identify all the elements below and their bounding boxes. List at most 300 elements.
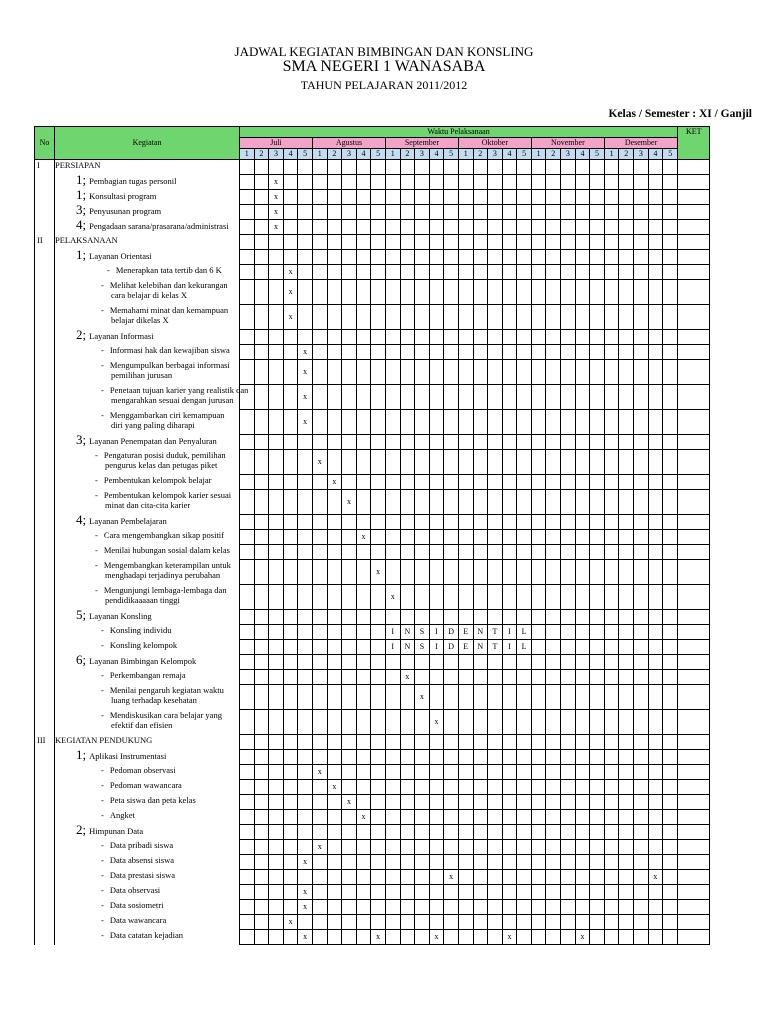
schedule-cell xyxy=(473,220,488,235)
schedule-cell xyxy=(342,265,357,280)
ket-cell xyxy=(678,545,710,560)
schedule-cell xyxy=(473,710,488,735)
schedule-cell xyxy=(561,265,576,280)
schedule-cell xyxy=(648,190,663,205)
insidentil-letter: I xyxy=(429,640,444,655)
schedule-cell xyxy=(590,885,605,900)
schedule-cell xyxy=(254,710,269,735)
schedule-cell xyxy=(663,235,678,250)
schedule-cell xyxy=(269,530,284,545)
schedule-cell xyxy=(561,205,576,220)
activity-label: Mengumpulkan berbagai informasi xyxy=(109,359,230,370)
schedule-mark: x xyxy=(400,670,415,685)
activity-label: Data sosiometri xyxy=(109,899,164,910)
schedule-cell xyxy=(634,735,649,750)
schedule-cell xyxy=(575,305,590,330)
schedule-cell xyxy=(327,410,342,435)
schedule-cell xyxy=(488,475,503,490)
schedule-cell xyxy=(546,545,561,560)
schedule-cell xyxy=(561,560,576,585)
ket-cell xyxy=(678,735,710,750)
schedule-cell xyxy=(648,475,663,490)
schedule-cell xyxy=(663,360,678,385)
schedule-cell xyxy=(590,235,605,250)
schedule-cell xyxy=(531,900,546,915)
row-number xyxy=(35,385,55,410)
activity-label-line2: pendidikaaaaan tinggi xyxy=(105,594,180,605)
schedule-cell xyxy=(400,810,415,825)
schedule-cell xyxy=(342,560,357,585)
schedule-cell xyxy=(415,560,430,585)
schedule-cell xyxy=(356,220,371,235)
schedule-cell xyxy=(283,780,298,795)
schedule-cell xyxy=(356,885,371,900)
item-dash: - xyxy=(101,344,104,355)
schedule-cell xyxy=(517,330,532,345)
schedule-cell xyxy=(312,305,327,330)
schedule-cell xyxy=(561,585,576,610)
schedule-cell xyxy=(648,515,663,530)
ket-cell xyxy=(678,205,710,220)
schedule-cell xyxy=(517,280,532,305)
activity-cell xyxy=(55,410,240,435)
schedule-cell xyxy=(385,855,400,870)
schedule-cell xyxy=(561,250,576,265)
schedule-cell xyxy=(429,190,444,205)
schedule-cell xyxy=(283,530,298,545)
schedule-cell xyxy=(531,190,546,205)
schedule-cell xyxy=(356,265,371,280)
schedule-cell xyxy=(502,330,517,345)
schedule-cell xyxy=(254,345,269,360)
schedule-cell xyxy=(575,560,590,585)
schedule-cell xyxy=(400,360,415,385)
schedule-cell xyxy=(546,585,561,610)
table-row xyxy=(35,655,710,670)
schedule-cell xyxy=(619,250,634,265)
schedule-cell xyxy=(356,780,371,795)
schedule-cell xyxy=(269,915,284,930)
schedule-cell xyxy=(473,410,488,435)
schedule-cell xyxy=(663,450,678,475)
schedule-cell xyxy=(327,330,342,345)
schedule-cell xyxy=(619,685,634,710)
week-header: 2 xyxy=(473,149,488,160)
schedule-cell xyxy=(385,235,400,250)
activity-label: Informasi hak dan kewajiban siswa xyxy=(109,344,230,355)
schedule-cell xyxy=(458,655,473,670)
schedule-cell xyxy=(517,885,532,900)
schedule-mark: x xyxy=(283,280,298,305)
schedule-cell xyxy=(517,475,532,490)
schedule-cell xyxy=(488,385,503,410)
activity-cell xyxy=(55,490,240,515)
schedule-cell xyxy=(254,205,269,220)
schedule-cell xyxy=(400,490,415,515)
schedule-cell xyxy=(473,305,488,330)
schedule-cell xyxy=(327,750,342,765)
schedule-cell xyxy=(444,235,459,250)
schedule-cell xyxy=(371,360,386,385)
schedule-cell xyxy=(604,685,619,710)
schedule-table xyxy=(34,126,710,945)
schedule-cell xyxy=(429,610,444,625)
schedule-cell xyxy=(634,870,649,885)
row-number xyxy=(35,870,55,885)
activity-cell xyxy=(55,780,240,795)
schedule-cell xyxy=(240,305,255,330)
schedule-cell xyxy=(444,530,459,545)
schedule-cell xyxy=(458,410,473,435)
activity-label: Mengunjungi lembaga-lembaga dan xyxy=(103,584,227,595)
item-dash: - xyxy=(107,264,110,275)
item-number: 4; xyxy=(76,511,87,527)
schedule-cell xyxy=(342,250,357,265)
schedule-cell xyxy=(400,900,415,915)
schedule-cell xyxy=(400,765,415,780)
schedule-cell xyxy=(240,885,255,900)
schedule-cell xyxy=(254,330,269,345)
schedule-cell xyxy=(371,750,386,765)
schedule-cell xyxy=(488,840,503,855)
schedule-cell xyxy=(342,385,357,410)
schedule-cell xyxy=(575,670,590,685)
schedule-cell xyxy=(269,305,284,330)
schedule-cell xyxy=(575,685,590,710)
schedule-cell xyxy=(473,780,488,795)
schedule-cell xyxy=(312,515,327,530)
schedule-cell xyxy=(648,330,663,345)
schedule-cell xyxy=(298,330,313,345)
schedule-cell xyxy=(283,825,298,840)
schedule-cell xyxy=(444,560,459,585)
activity-label: Layanan Orientasi xyxy=(89,250,152,261)
ket-cell xyxy=(678,265,710,280)
activity-label: Data prestasi siswa xyxy=(109,869,175,880)
schedule-cell xyxy=(371,855,386,870)
schedule-cell xyxy=(327,825,342,840)
insidentil-letter: T xyxy=(488,640,503,655)
activity-cell xyxy=(55,821,240,840)
activity-cell xyxy=(55,795,240,810)
schedule-cell xyxy=(342,685,357,710)
schedule-cell xyxy=(634,640,649,655)
schedule-cell xyxy=(269,560,284,585)
schedule-cell xyxy=(488,610,503,625)
schedule-cell xyxy=(575,765,590,780)
schedule-mark: x xyxy=(283,265,298,280)
week-header: 3 xyxy=(634,149,649,160)
schedule-cell xyxy=(502,410,517,435)
activity-label: Cara mengembangkan sikap positif xyxy=(103,529,224,540)
schedule-cell xyxy=(356,250,371,265)
schedule-cell xyxy=(561,160,576,175)
table-row xyxy=(35,280,710,305)
schedule-cell xyxy=(531,515,546,530)
schedule-cell xyxy=(648,450,663,475)
schedule-cell xyxy=(254,360,269,385)
schedule-cell xyxy=(619,610,634,625)
schedule-cell xyxy=(517,515,532,530)
row-number: I xyxy=(35,160,55,175)
schedule-cell xyxy=(663,220,678,235)
schedule-cell xyxy=(663,640,678,655)
schedule-cell xyxy=(415,220,430,235)
schedule-cell xyxy=(415,450,430,475)
schedule-cell xyxy=(269,750,284,765)
activity-cell xyxy=(55,560,240,585)
schedule-cell xyxy=(473,205,488,220)
activity-label-line2: cara belajar di kelas X xyxy=(111,289,187,300)
schedule-cell xyxy=(648,530,663,545)
ket-cell xyxy=(678,330,710,345)
schedule-cell xyxy=(648,545,663,560)
schedule-cell xyxy=(634,765,649,780)
schedule-cell xyxy=(356,205,371,220)
schedule-cell xyxy=(619,855,634,870)
schedule-cell xyxy=(356,825,371,840)
schedule-cell xyxy=(240,545,255,560)
schedule-cell xyxy=(240,330,255,345)
schedule-cell xyxy=(327,930,342,945)
schedule-cell xyxy=(458,855,473,870)
activity-label: Data wawancara xyxy=(109,914,167,925)
schedule-cell xyxy=(240,435,255,450)
schedule-cell xyxy=(575,915,590,930)
item-number: 1; xyxy=(76,246,87,262)
schedule-cell xyxy=(619,490,634,515)
ket-cell xyxy=(678,655,710,670)
schedule-cell xyxy=(502,235,517,250)
schedule-cell xyxy=(502,490,517,515)
schedule-cell xyxy=(342,515,357,530)
schedule-cell xyxy=(546,235,561,250)
schedule-cell xyxy=(488,685,503,710)
insidentil-letter: S xyxy=(415,640,430,655)
schedule-cell xyxy=(429,360,444,385)
week-header: 5 xyxy=(298,149,313,160)
schedule-cell xyxy=(327,625,342,640)
schedule-cell xyxy=(444,160,459,175)
row-number xyxy=(35,710,55,735)
schedule-cell xyxy=(269,735,284,750)
schedule-cell xyxy=(604,810,619,825)
item-dash: - xyxy=(95,559,98,570)
schedule-cell xyxy=(619,930,634,945)
schedule-cell xyxy=(604,250,619,265)
activity-cell xyxy=(55,345,240,360)
schedule-cell xyxy=(575,475,590,490)
schedule-cell xyxy=(546,410,561,435)
row-number xyxy=(35,205,55,220)
schedule-cell xyxy=(371,385,386,410)
table-row xyxy=(35,160,710,175)
schedule-cell xyxy=(648,490,663,515)
schedule-cell xyxy=(415,265,430,280)
schedule-cell xyxy=(458,475,473,490)
schedule-cell xyxy=(356,585,371,610)
schedule-cell xyxy=(312,220,327,235)
schedule-cell xyxy=(385,490,400,515)
schedule-cell xyxy=(648,305,663,330)
schedule-cell xyxy=(488,205,503,220)
ket-cell xyxy=(678,625,710,640)
schedule-cell xyxy=(561,475,576,490)
schedule-cell xyxy=(561,780,576,795)
schedule-cell xyxy=(634,885,649,900)
schedule-cell xyxy=(517,545,532,560)
schedule-cell xyxy=(473,750,488,765)
table-row xyxy=(35,345,710,360)
schedule-cell xyxy=(312,795,327,810)
schedule-cell xyxy=(298,670,313,685)
insidentil-letter: I xyxy=(385,625,400,640)
schedule-cell xyxy=(342,280,357,305)
schedule-cell xyxy=(283,160,298,175)
schedule-cell xyxy=(531,655,546,670)
schedule-cell xyxy=(546,450,561,475)
schedule-cell xyxy=(531,345,546,360)
schedule-cell xyxy=(327,435,342,450)
item-number: 5; xyxy=(76,606,87,622)
schedule-cell xyxy=(575,250,590,265)
schedule-cell xyxy=(648,175,663,190)
schedule-mark: x xyxy=(298,855,313,870)
schedule-cell xyxy=(604,825,619,840)
ket-cell xyxy=(678,750,710,765)
item-dash: - xyxy=(101,709,104,720)
school-year: TAHUN PELAJARAN 2011/2012 xyxy=(300,78,468,92)
item-dash: - xyxy=(101,854,104,865)
schedule-cell xyxy=(327,345,342,360)
schedule-cell xyxy=(619,735,634,750)
schedule-cell xyxy=(342,870,357,885)
activity-label: KEGIATAN PENDUKUNG xyxy=(55,734,153,745)
row-number xyxy=(35,515,55,530)
schedule-cell xyxy=(473,265,488,280)
schedule-cell xyxy=(327,205,342,220)
schedule-cell xyxy=(604,750,619,765)
schedule-cell xyxy=(517,670,532,685)
schedule-cell xyxy=(663,280,678,305)
schedule-cell xyxy=(502,710,517,735)
schedule-cell xyxy=(429,490,444,515)
schedule-cell xyxy=(517,530,532,545)
schedule-cell xyxy=(283,810,298,825)
schedule-cell xyxy=(356,545,371,560)
schedule-cell xyxy=(634,235,649,250)
item-dash: - xyxy=(95,544,98,555)
activity-label-line2: belajar dikelas X xyxy=(111,314,169,325)
ket-cell xyxy=(678,450,710,475)
activity-cell xyxy=(55,855,240,870)
schedule-cell xyxy=(546,640,561,655)
schedule-cell xyxy=(385,305,400,330)
activity-label-line2: pengurus kelas dan petugas piket xyxy=(105,459,218,470)
schedule-cell xyxy=(575,450,590,475)
schedule-cell xyxy=(590,250,605,265)
schedule-cell xyxy=(561,710,576,735)
schedule-cell xyxy=(356,280,371,305)
activity-label: Penyusunan program xyxy=(89,205,162,216)
schedule-cell xyxy=(283,515,298,530)
schedule-cell xyxy=(575,900,590,915)
schedule-cell xyxy=(356,840,371,855)
schedule-cell xyxy=(546,685,561,710)
activity-label: Perkembangan remaja xyxy=(109,669,186,680)
ket-cell xyxy=(678,235,710,250)
schedule-cell xyxy=(283,840,298,855)
schedule-cell xyxy=(531,585,546,610)
schedule-cell xyxy=(648,235,663,250)
schedule-cell xyxy=(327,450,342,475)
schedule-cell xyxy=(283,475,298,490)
schedule-cell xyxy=(590,545,605,560)
schedule-cell xyxy=(561,330,576,345)
schedule-cell xyxy=(327,545,342,560)
schedule-cell xyxy=(561,840,576,855)
insidentil-letter: N xyxy=(473,640,488,655)
schedule-cell xyxy=(400,655,415,670)
schedule-cell xyxy=(575,855,590,870)
schedule-cell xyxy=(648,810,663,825)
schedule-cell xyxy=(269,710,284,735)
schedule-cell xyxy=(604,530,619,545)
schedule-cell xyxy=(415,205,430,220)
activity-cell xyxy=(55,585,240,610)
row-number xyxy=(35,795,55,810)
schedule-cell xyxy=(444,765,459,780)
schedule-cell xyxy=(531,205,546,220)
schedule-cell xyxy=(254,475,269,490)
table-row xyxy=(35,900,710,915)
schedule-cell xyxy=(429,450,444,475)
schedule-cell xyxy=(590,795,605,810)
schedule-cell xyxy=(575,780,590,795)
item-dash: - xyxy=(101,899,104,910)
ket-cell xyxy=(678,220,710,235)
schedule-cell xyxy=(283,250,298,265)
schedule-cell xyxy=(312,900,327,915)
schedule-cell xyxy=(561,220,576,235)
insidentil-letter: N xyxy=(400,625,415,640)
schedule-cell xyxy=(298,840,313,855)
schedule-cell xyxy=(283,610,298,625)
schedule-cell xyxy=(429,330,444,345)
schedule-cell xyxy=(619,385,634,410)
schedule-cell xyxy=(648,855,663,870)
schedule-cell xyxy=(648,560,663,585)
schedule-cell xyxy=(663,625,678,640)
schedule-cell xyxy=(240,840,255,855)
schedule-cell xyxy=(240,655,255,670)
schedule-cell xyxy=(502,475,517,490)
schedule-cell xyxy=(371,235,386,250)
schedule-cell xyxy=(531,250,546,265)
week-header: 5 xyxy=(371,149,386,160)
schedule-cell xyxy=(240,780,255,795)
schedule-cell xyxy=(312,280,327,305)
schedule-cell xyxy=(590,330,605,345)
ket-cell xyxy=(678,435,710,450)
schedule-cell xyxy=(429,385,444,410)
schedule-cell xyxy=(546,220,561,235)
schedule-cell xyxy=(385,560,400,585)
schedule-cell xyxy=(575,750,590,765)
schedule-cell xyxy=(458,190,473,205)
schedule-cell xyxy=(254,930,269,945)
schedule-cell xyxy=(663,825,678,840)
